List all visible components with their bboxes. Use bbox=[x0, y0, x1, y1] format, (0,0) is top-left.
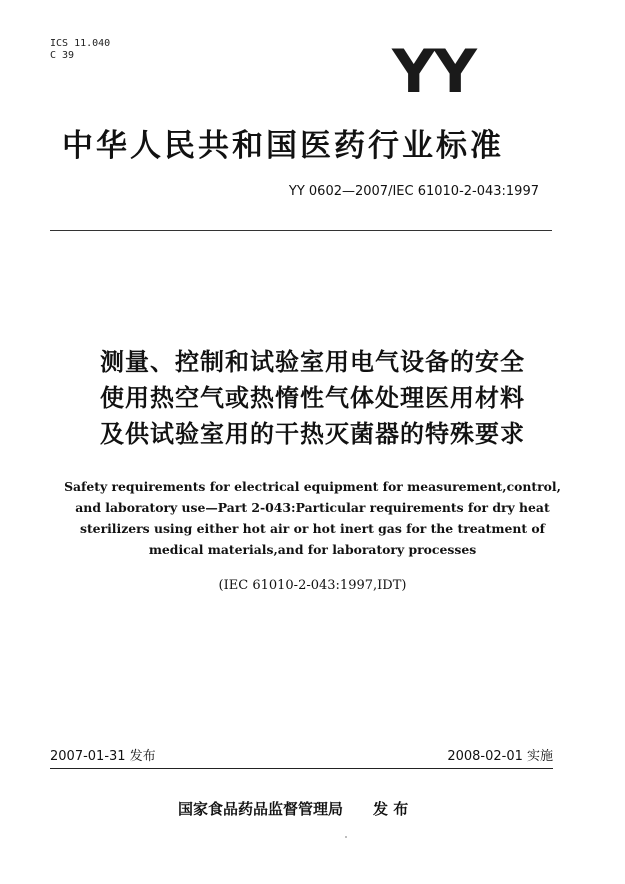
publish-label: 发 布 bbox=[373, 800, 409, 818]
ics-code: ICS 11.040 bbox=[50, 38, 111, 49]
english-title-line: sterilizers using either hot air or hot inert gas for the treatment of bbox=[79, 521, 546, 536]
english-title-line: Safety requirements for electrical equipment for measurement,control, bbox=[64, 479, 561, 494]
english-title bbox=[50, 476, 575, 560]
standard-number: YY 0602—2007/IEC 61010-2-043:1997 bbox=[288, 184, 539, 199]
issue-date: 2007-01-31 发布 bbox=[50, 749, 156, 764]
organization-title: 中华人民共和国医药行业标准 bbox=[62, 128, 504, 164]
ccs-code: C 39 bbox=[50, 50, 75, 61]
yy-logo: YY bbox=[392, 37, 475, 107]
iec-reference: (IEC 61010-2-043:1997,IDT) bbox=[218, 578, 407, 593]
publisher-name: 国家食品药品监督管理局 bbox=[178, 800, 344, 818]
chinese-title-line: 使用热空气或热惰性气体处理医用材料 bbox=[100, 384, 525, 412]
classification-codes bbox=[50, 38, 110, 62]
english-title-line: medical materials,and for laboratory processes bbox=[148, 542, 477, 557]
scan-speck bbox=[345, 836, 347, 838]
chinese-title-line: 及供试验室用的干热灭菌器的特殊要求 bbox=[100, 420, 525, 448]
bottom-divider bbox=[50, 768, 553, 769]
publisher-line bbox=[178, 800, 408, 818]
implementation-date: 2008-02-01 实施 bbox=[447, 749, 553, 764]
chinese-title bbox=[40, 344, 585, 452]
chinese-title-line: 测量、控制和试验室用电气设备的安全 bbox=[100, 348, 525, 376]
top-divider bbox=[50, 230, 552, 231]
english-title-line: and laboratory use—Part 2-043:Particular requirements for dry heat bbox=[75, 500, 550, 515]
